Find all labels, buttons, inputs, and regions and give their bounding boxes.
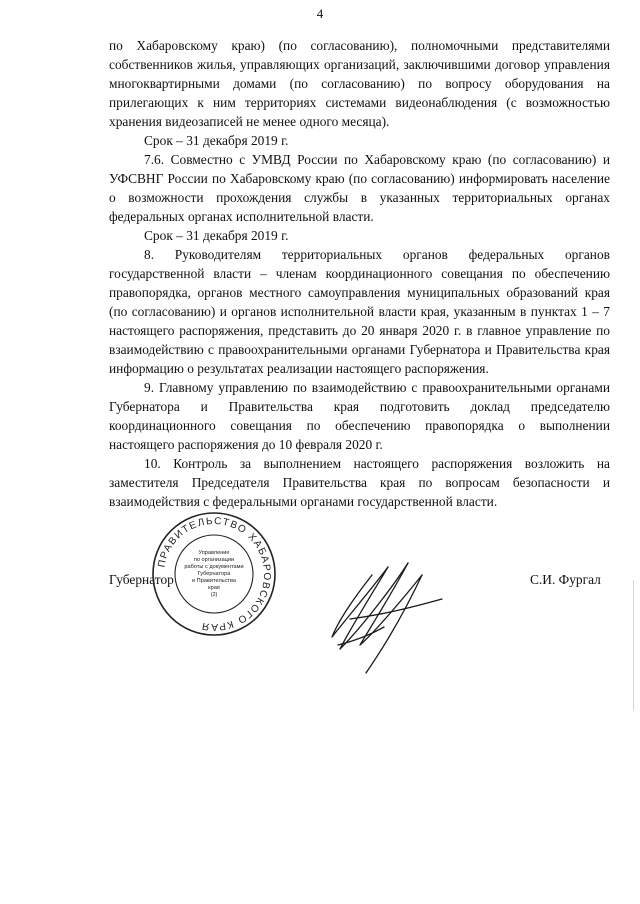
paragraph-10: 10. Контроль за выполнением настоящего распоряжения возложить на заместителя Председателя Правительства края по вопросам безопасности и взаимодействия с федеральными органами государственной власти. (109, 456, 610, 509)
seal-center-line: по организации (193, 557, 235, 563)
seal-center-line: и Правительства (192, 578, 236, 584)
scan-edge-line (633, 580, 634, 710)
seal-center-line: Управление (198, 550, 230, 556)
seal-center-line: (2) (210, 592, 218, 598)
paragraph-7-6: 7.6. Совместно с УМВД России по Хабаровскому краю (по согласованию) и УФСВНГ России по Хабаровскому краю (по согласованию) информировать население о возможности прохождения службы в указанных территориальных органах федеральных органах исполнительной власти. (109, 152, 610, 224)
seal-center-line: края (208, 585, 220, 591)
deadline-line: Срок – 31 декабря 2019 г. (144, 133, 289, 148)
signer-position: Губернатор (109, 572, 174, 587)
page-number: 4 (316, 6, 324, 21)
handwritten-signature (310, 545, 460, 685)
paragraph-continuation: по Хабаровскому краю) (по согласованию), полномочными представителями собственников жилья, управляющих организаций, заключившими договор управления многоквартирными домами (по согласованию) по вопросу оборудования на прилегающих к ним территориях системами видеонаблюдения (с возможностью хранения видеозаписей не менее одного месяца). (109, 38, 610, 129)
signer-name: С.И. Фургал (530, 572, 601, 587)
seal-ring-text: ПРАВИТЕЛЬСТВО ХАБАРОВСКОГО КРАЯ (156, 515, 273, 633)
paragraph-8: 8. Руководителям территориальных органов федеральных органов государственной власти – членам координационного совещания по обеспечению правопорядка, органов местного самоуправления муниципальных образований края (по согласованию) и органов исполнительной власти края, указанным в пунктах 1 – 7 настоящего распоряжения, представить до 20 января 2020 г. в главное управление по взаимодействию с правоохранительными органами Губернатора и Правительства края информацию о результатах реализации настоящего распоряжения. (109, 247, 610, 376)
seal-center-line: Губернатора (197, 571, 231, 577)
official-seal (150, 510, 278, 638)
deadline-line: Срок – 31 декабря 2019 г. (144, 228, 289, 243)
document-body (109, 36, 610, 511)
paragraph-9: 9. Главному управлению по взаимодействию с правоохранительными органами Губернатора и Правительства края подготовить доклад председателю координационного совещания по обеспечению правопорядка о выполнении настоящего распоряжения до 10 февраля 2020 г. (109, 380, 610, 452)
seal-center-line: работы с документами (184, 564, 244, 570)
